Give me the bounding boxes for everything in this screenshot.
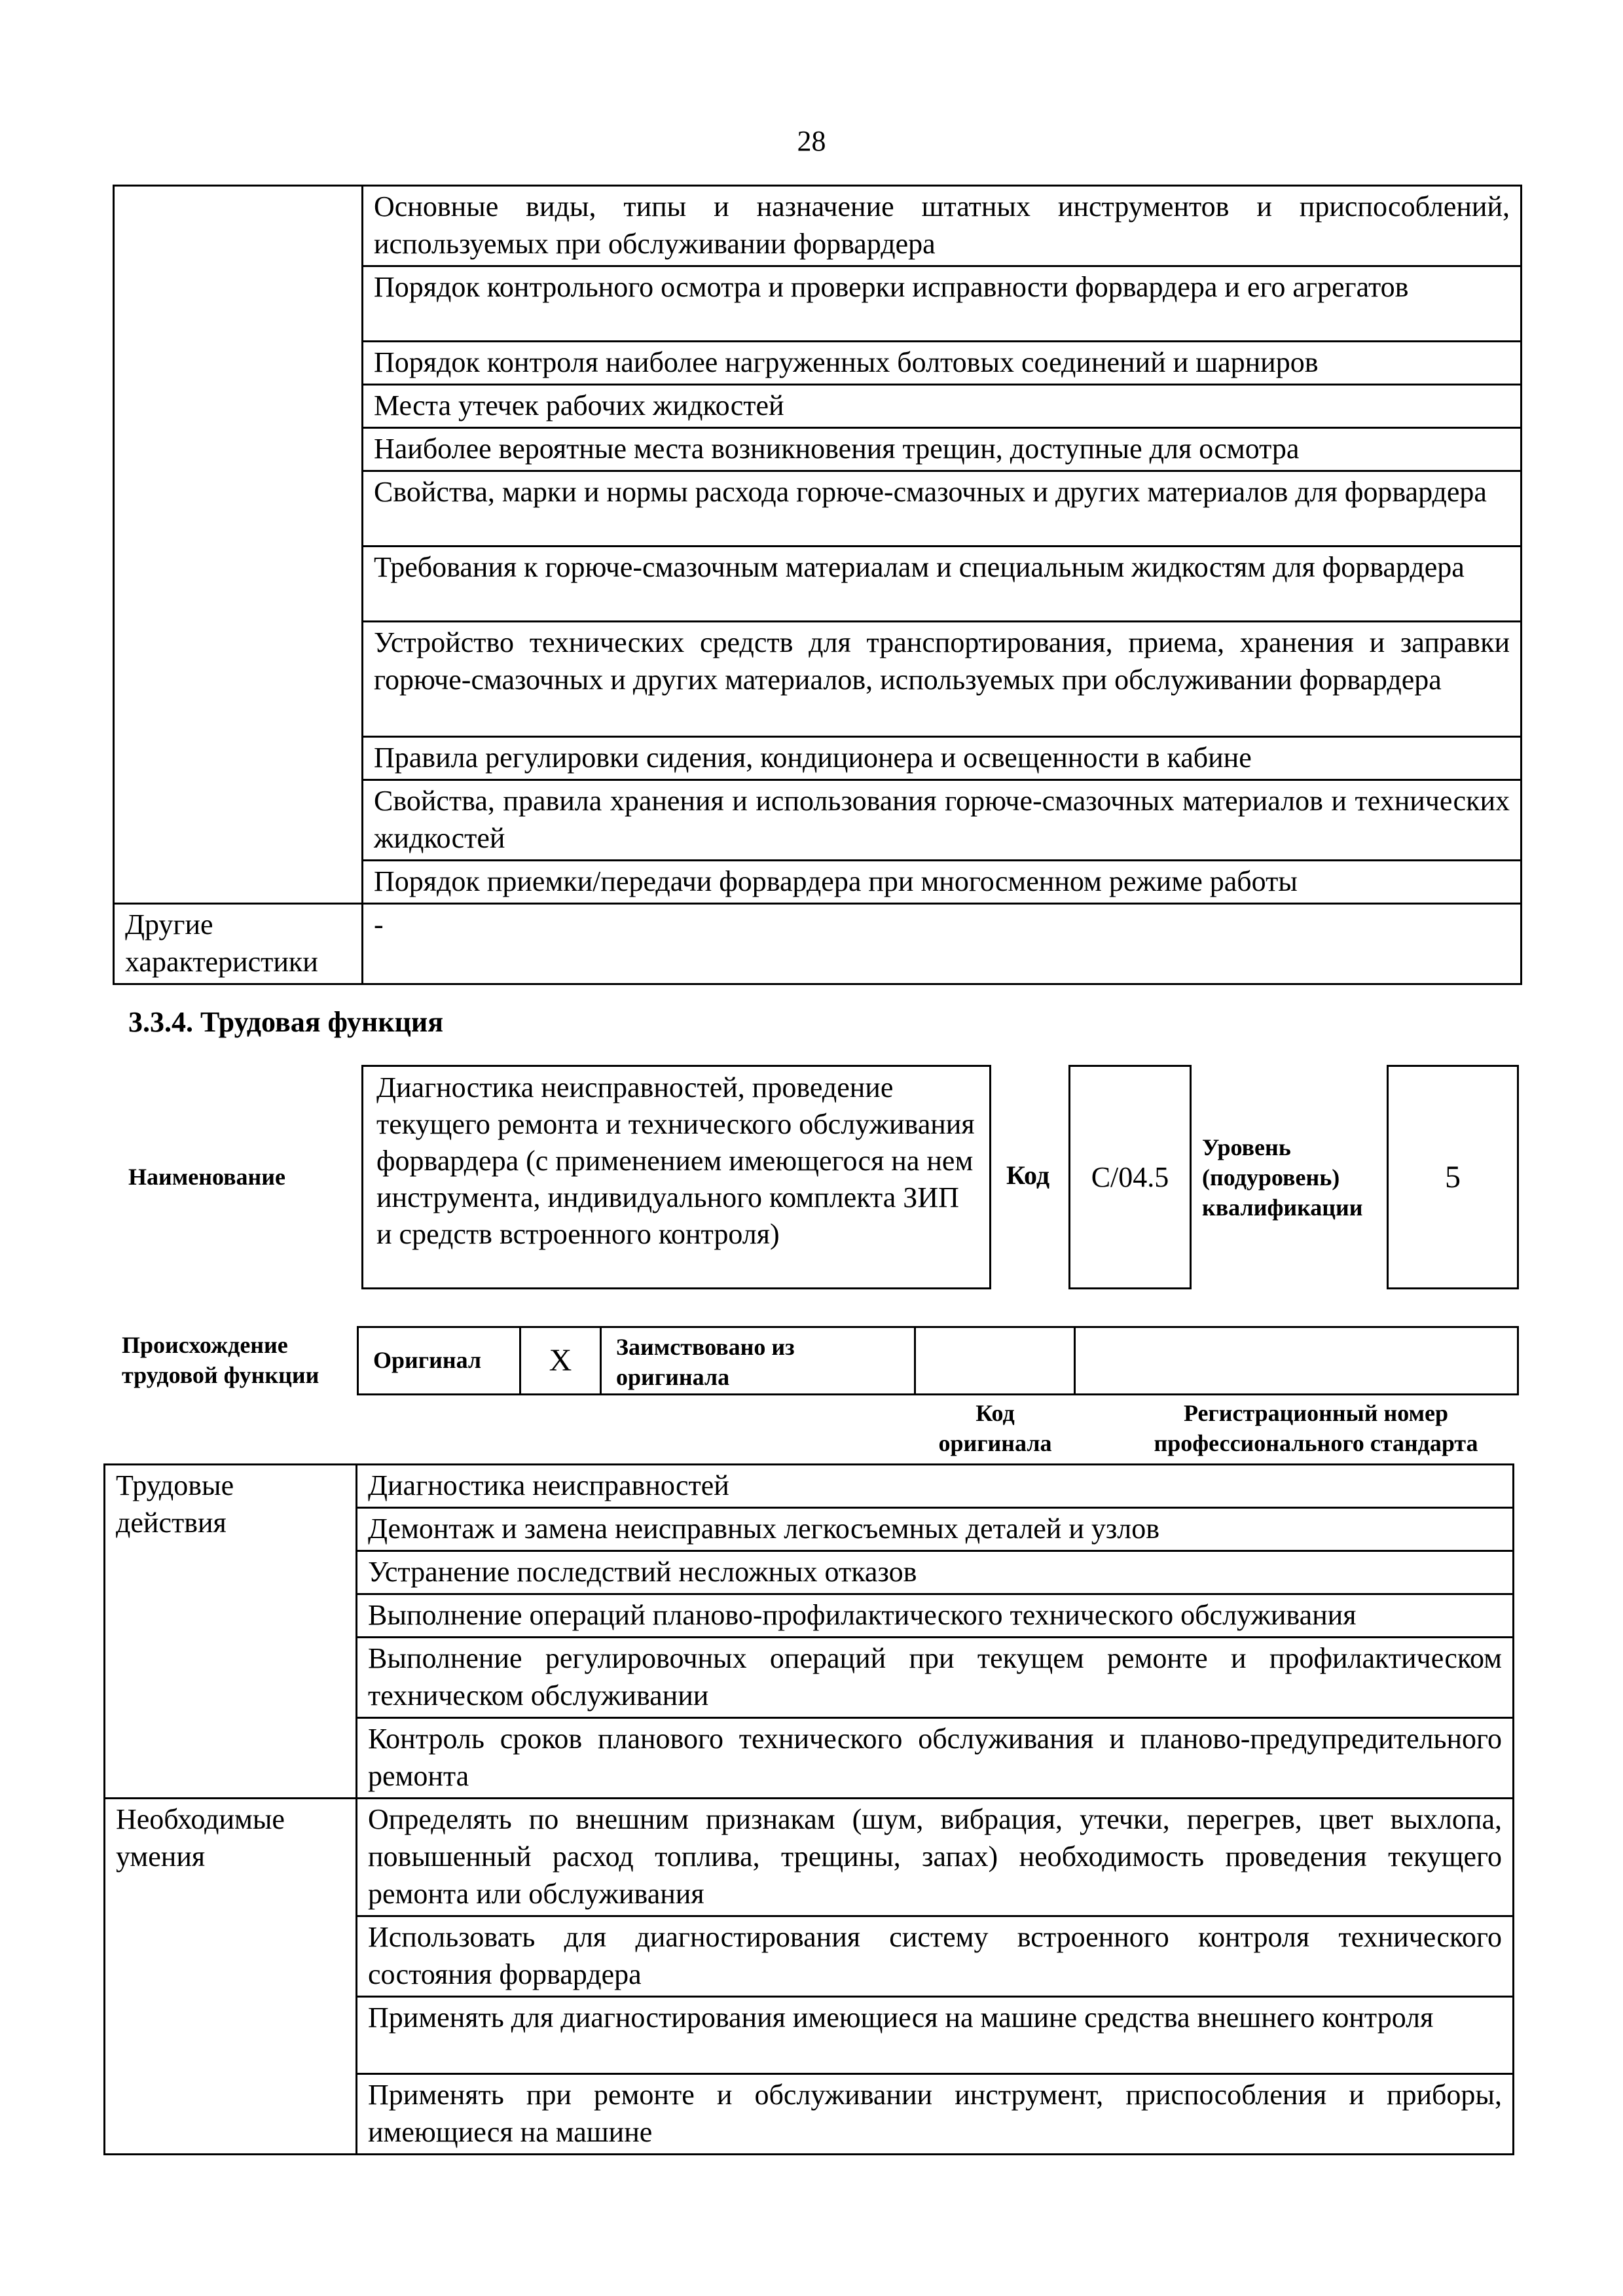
origin-label: Происхождение трудовой функции — [122, 1332, 319, 1388]
reg-number-caption: Регистрационный номер профессионального стандарта — [1154, 1400, 1478, 1456]
labor-actions-label: Трудовые действия — [105, 1465, 357, 1799]
table-row: Наиболее вероятные места возникновения трещин, доступные для осмотра — [363, 428, 1522, 471]
table-row: Устройство технических средств для транспортирования, приема, хранения и заправки горюче-смазочных и других материалов, используемых при обслуживании форвардера — [363, 622, 1522, 737]
original-label: Оригинал — [373, 1347, 482, 1373]
table-row: Контроль сроков планового технического обслуживания и планово-предупредительного ремонта — [357, 1718, 1514, 1799]
level-box — [1387, 1065, 1519, 1289]
table-row: Основные виды, типы и назначение штатных инструментов и приспособлений, используемых при обслуживании форвардера — [363, 186, 1522, 266]
table-row: Диагностика неисправностей — [357, 1465, 1514, 1508]
table-row: Устранение последствий несложных отказов — [357, 1551, 1514, 1594]
table-row: Выполнение регулировочных операций при текущем ремонте и профилактическом техническом обслуживании — [357, 1638, 1514, 1718]
table-row: Порядок приемки/передачи форвардера при многосменном режиме работы — [363, 861, 1522, 904]
table-row: Правила регулировки сидения, кондиционера и освещенности в кабине — [363, 737, 1522, 780]
origin-row — [357, 1326, 1519, 1395]
origin-code-cell — [916, 1328, 1076, 1393]
level-value: 5 — [1445, 1160, 1461, 1194]
section-heading: 3.3.4. Трудовая функция — [128, 1006, 444, 1038]
other-characteristics-label: Другие характеристики — [114, 904, 363, 984]
table-row: Использовать для диагностирования систему встроенного контроля технического состояния форвардера — [357, 1916, 1514, 1997]
borrowed-cell — [602, 1328, 916, 1393]
origin-code-caption: Код оригинала — [938, 1400, 1052, 1456]
function-details-table — [103, 1463, 1514, 2155]
code-box — [1068, 1065, 1192, 1289]
table-row: Выполнение операций планово-профилактического технического обслуживания — [357, 1594, 1514, 1638]
borrowed-label: Заимствовано из оригинала — [616, 1334, 795, 1390]
reg-number-cell — [1076, 1328, 1517, 1393]
table-row: Порядок контроля наиболее нагруженных болтовых соединений и шарниров — [363, 342, 1522, 385]
code-value: C/04.5 — [1091, 1161, 1169, 1193]
table-row: Свойства, правила хранения и использования горюче-смазочных материалов и технических жидкостей — [363, 780, 1522, 861]
knowledge-table — [113, 185, 1522, 985]
original-mark: X — [549, 1343, 572, 1378]
table-row: Места утечек рабочих жидкостей — [363, 385, 1522, 428]
table-row: Демонтаж и замена неисправных легкосъемных деталей и узлов — [357, 1508, 1514, 1551]
skills-label: Необходимые умения — [105, 1799, 357, 2155]
table-row: Применять для диагностирования имеющиеся на машине средства внешнего контроля — [357, 1997, 1514, 2074]
table-label-cell — [114, 186, 363, 904]
table-row: Применять при ремонте и обслуживании инструмент, приспособления и приборы, имеющиеся на машине — [357, 2074, 1514, 2155]
original-cell — [359, 1328, 521, 1393]
table-row: Свойства, марки и нормы расхода горюче-смазочных и других материалов для форвардера — [363, 471, 1522, 547]
other-characteristics-value: - — [363, 904, 1522, 984]
function-name-box — [361, 1065, 991, 1289]
table-row: Требования к горюче-смазочным материалам и специальным жидкостям для форвардера — [363, 547, 1522, 622]
level-label: Уровень (подуровень) квалификации — [1202, 1134, 1363, 1221]
name-label: Наименование — [128, 1164, 285, 1190]
original-mark-cell — [521, 1328, 602, 1393]
code-label: Код — [1006, 1160, 1050, 1190]
table-row: Порядок контрольного осмотра и проверки исправности форвардера и его агрегатов — [363, 266, 1522, 342]
page-number: 28 — [797, 125, 826, 157]
function-name: Диагностика неисправностей, проведение текущего ремонта и технического обслуживания форвардера (с применением имеющегося на нем инструмента, индивидуального комплекта ЗИП и средств встроенного контроля) — [376, 1071, 975, 1250]
table-row: Определять по внешним признакам (шум, вибрация, утечки, перегрев, цвет выхлопа, повышенный расход топлива, трещины, запах) необходимость проведения текущего ремонта или обслуживания — [357, 1799, 1514, 1916]
